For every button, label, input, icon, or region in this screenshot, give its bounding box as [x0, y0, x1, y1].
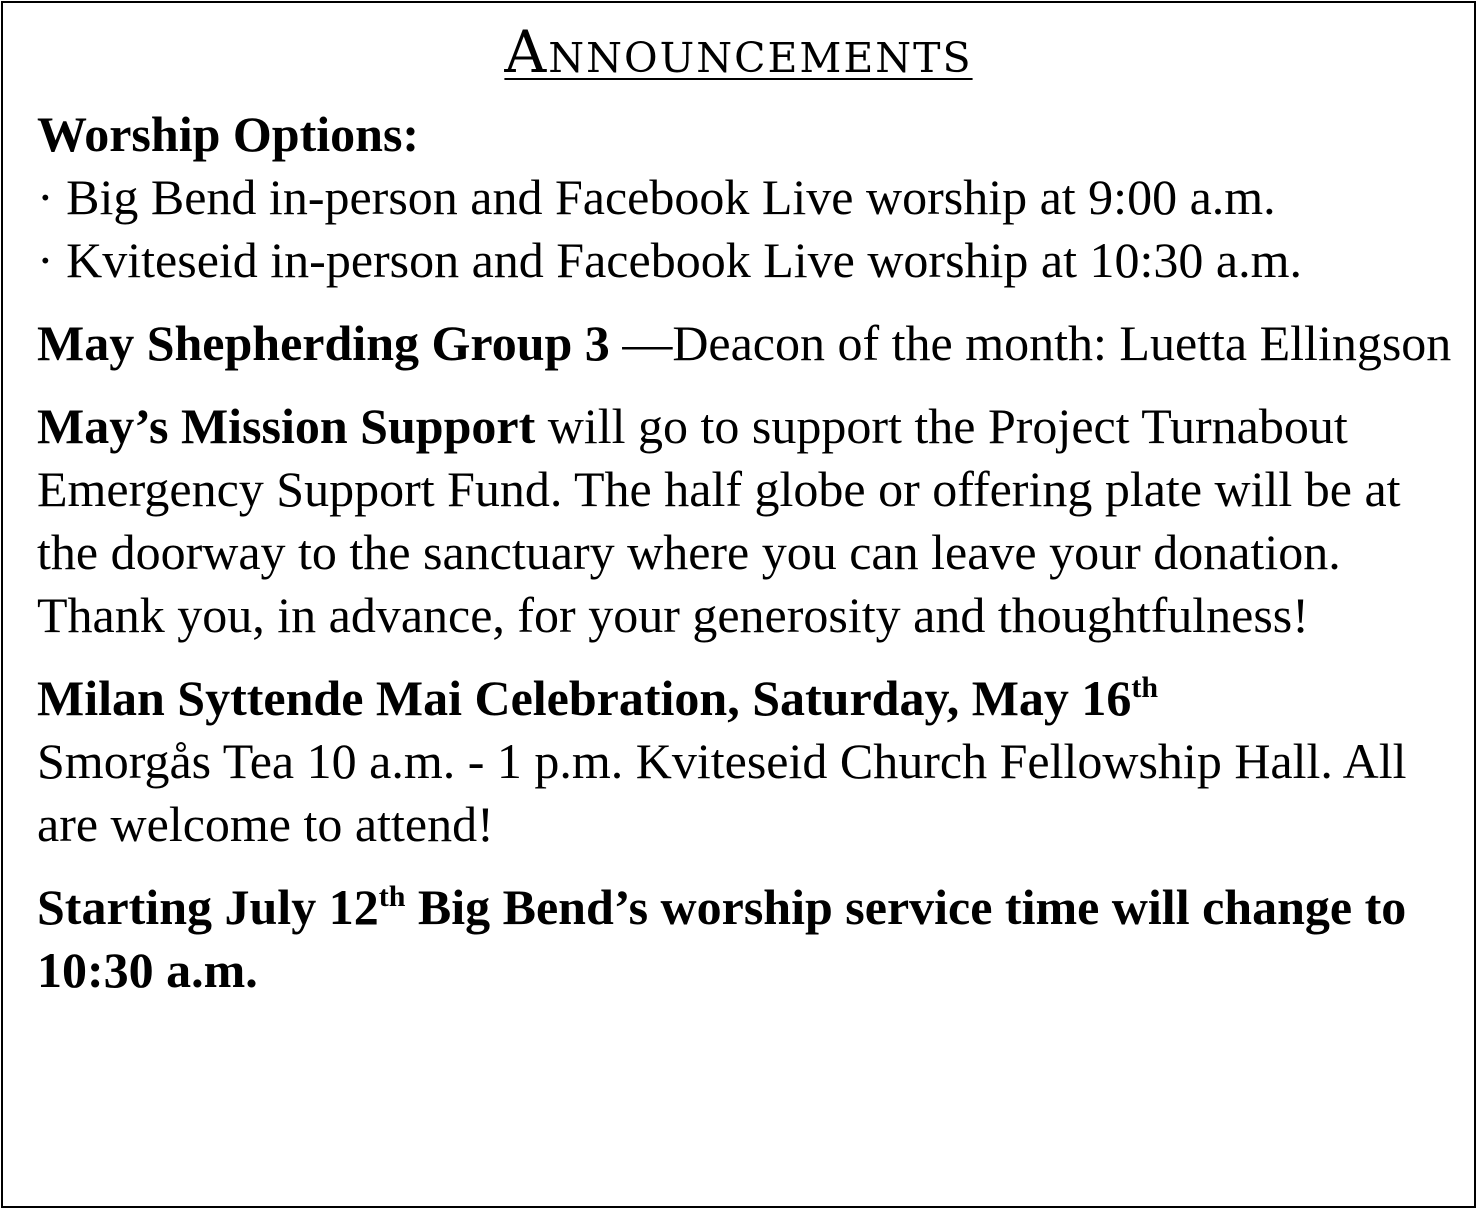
announcements-content	[37, 103, 1457, 1002]
shepherding-heading: May Shepherding Group 3	[37, 315, 610, 371]
worship-options-heading: Worship Options:	[37, 106, 420, 162]
syttende-mai-date-suffix: th	[1131, 671, 1159, 704]
mission-support-section	[37, 395, 1457, 647]
shepherding-text: —Deacon of the month: Luetta Ellingson	[609, 315, 1452, 371]
time-change-text-start: Starting July 12	[37, 879, 379, 935]
worship-options-section	[37, 103, 1457, 292]
mission-support-text: will go to support the Project Turnabout Emergency Support Fund. The half globe or offering plate will be at the doorway to the sanctuary where you can leave your donation. Thank you, in advance, for your generosity and thoughtfulness!	[37, 398, 1401, 643]
mission-support-heading: May’s Mission Support	[37, 398, 536, 454]
announcements-page	[1, 1, 1476, 1208]
time-change-date-suffix: th	[378, 880, 406, 913]
syttende-mai-text: Smorgås Tea 10 a.m. - 1 p.m. Kviteseid Church Fellowship Hall. All are welcome to attend!	[37, 733, 1407, 852]
syttende-mai-heading: Milan Syttende Mai Celebration, Saturday, May 16	[37, 670, 1132, 726]
worship-option-item: · Big Bend in-person and Facebook Live worship at 9:00 a.m.	[37, 169, 1276, 225]
time-change-section	[37, 876, 1457, 1002]
page-title: Announcements	[504, 18, 973, 86]
worship-option-item: · Kviteseid in-person and Facebook Live worship at 10:30 a.m.	[37, 232, 1302, 288]
shepherding-section	[37, 312, 1457, 375]
time-change-text-end: Big Bend’s worship service time will change to 10:30 a.m.	[37, 879, 1407, 998]
syttende-mai-section	[37, 667, 1457, 856]
